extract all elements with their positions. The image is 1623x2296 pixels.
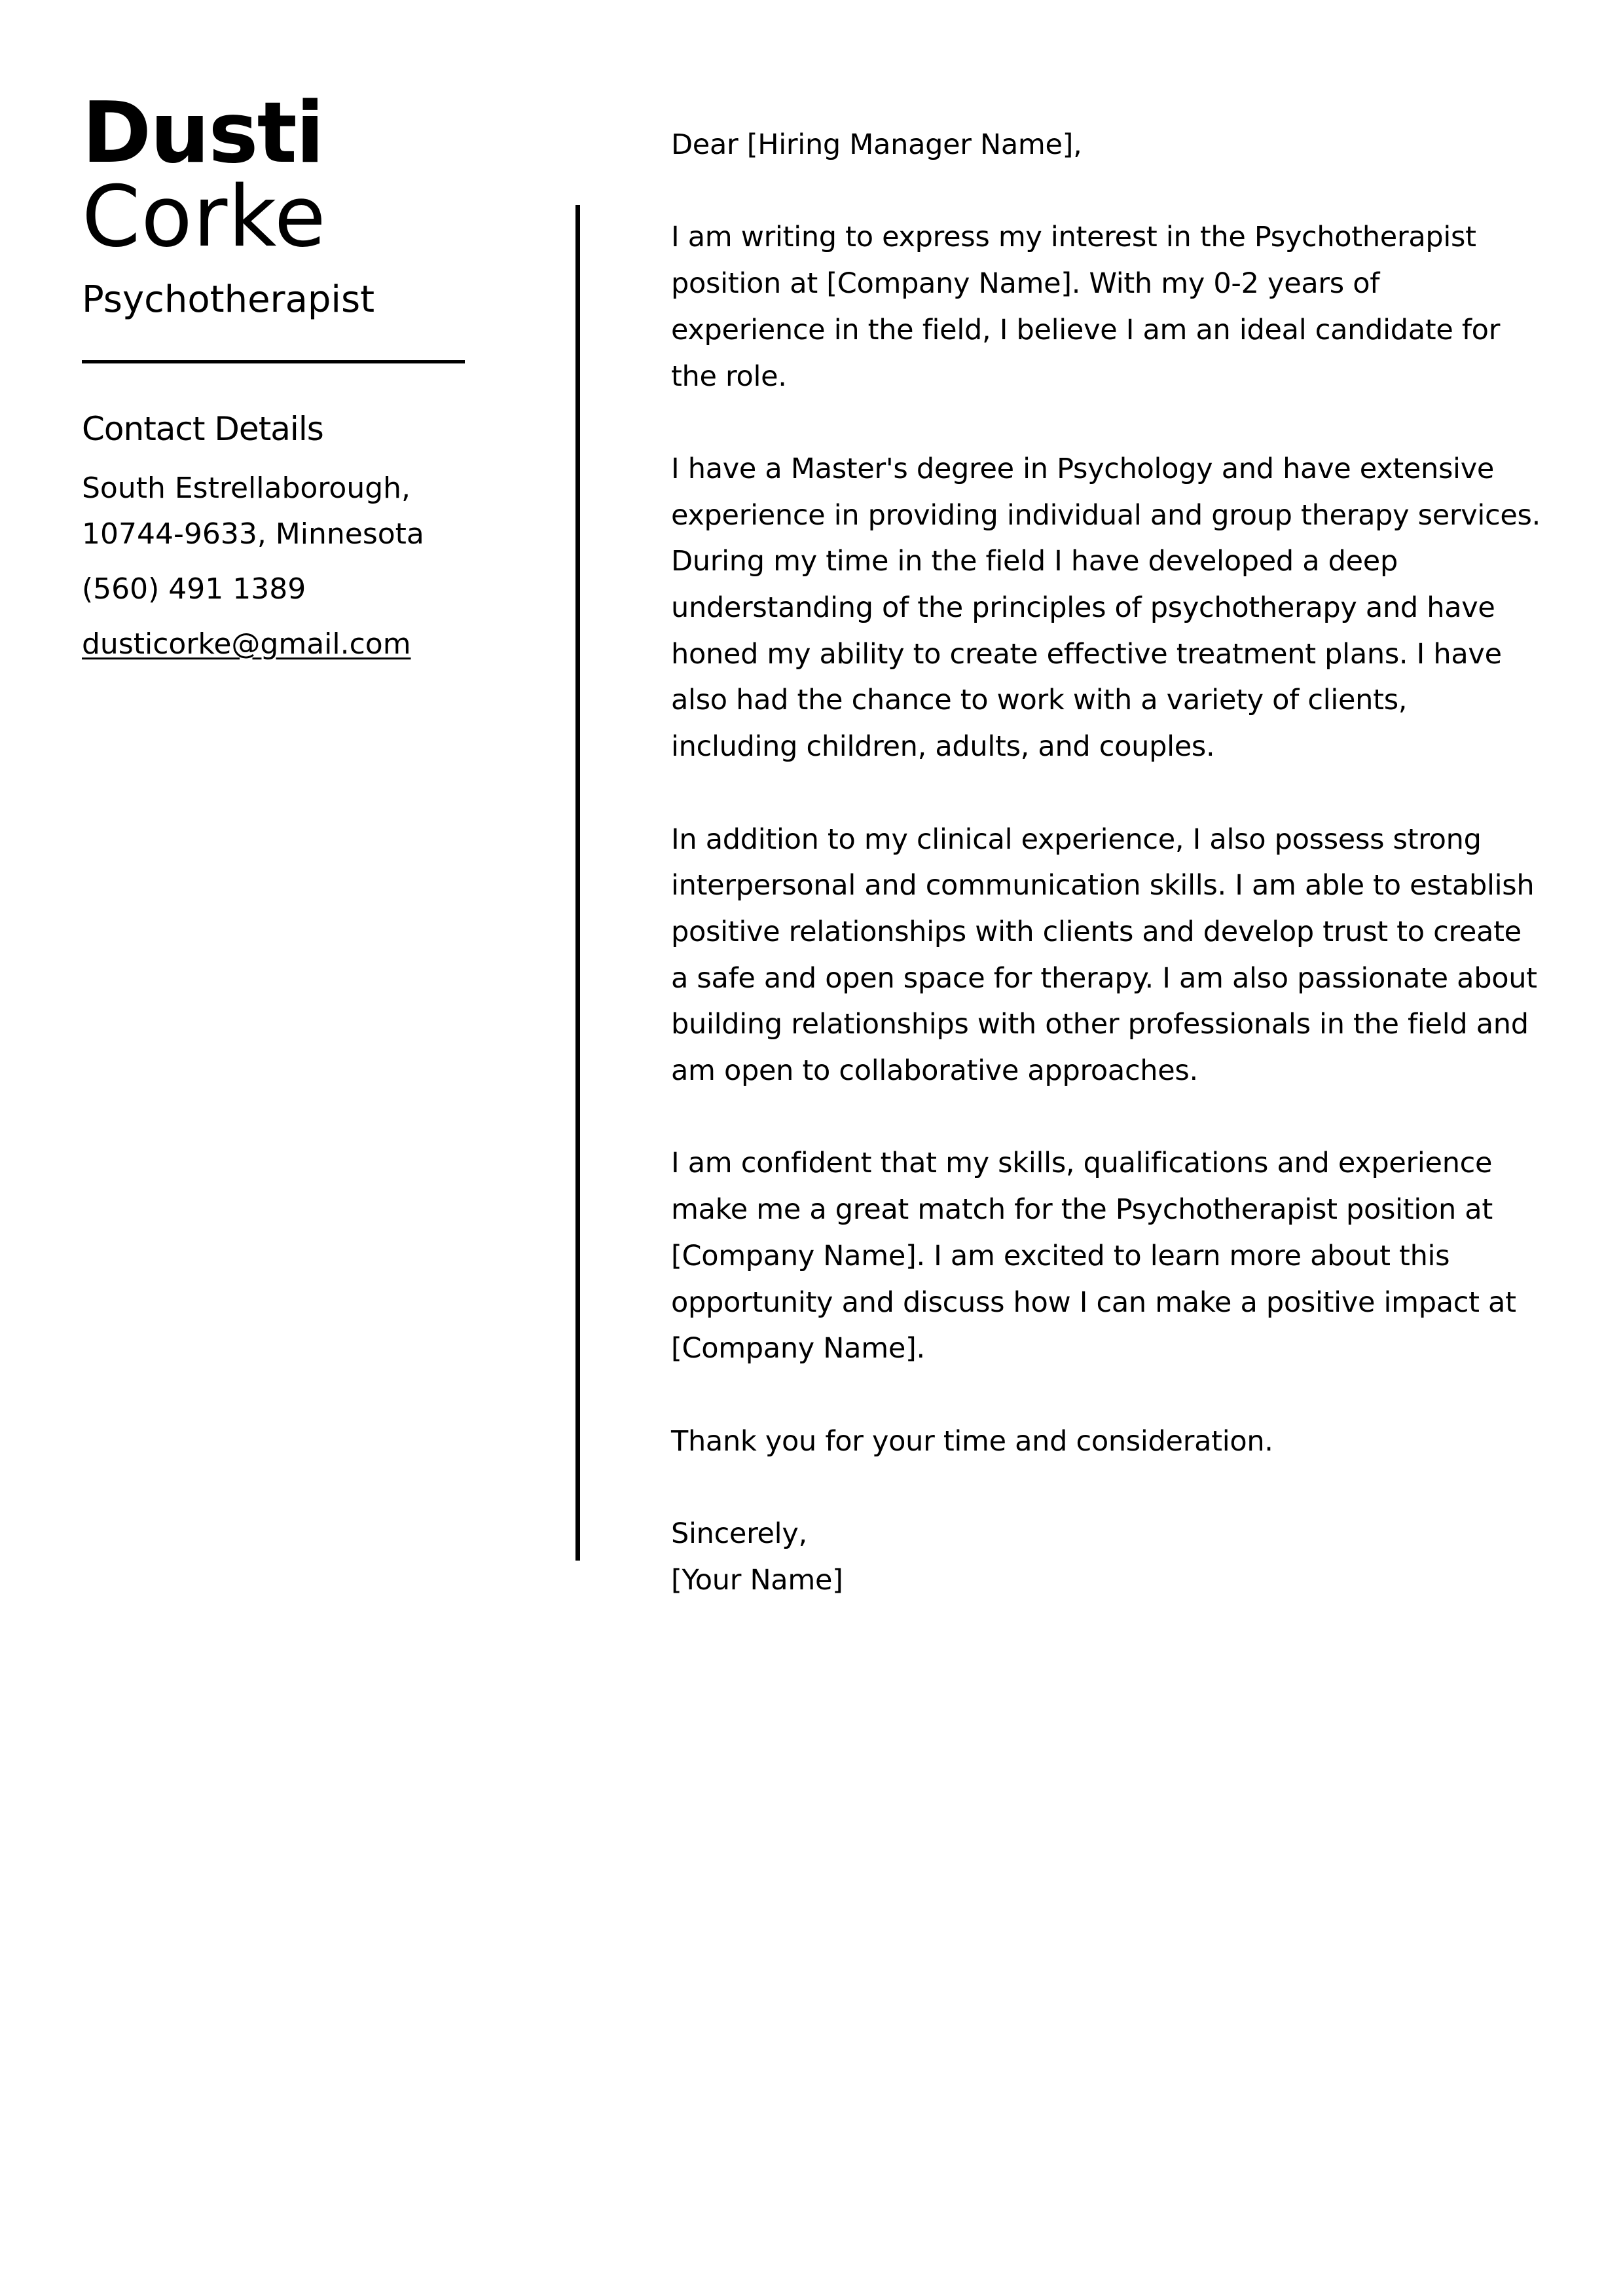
letter-paragraph: I am writing to express my interest in the Psychotherapist position at [Company Name]. With my 0-2 years of experience in the field, I believe I am an ideal candidate for the role.	[671, 221, 1501, 393]
letter-paragraph: I have a Master's degree in Psychology and have extensive experience in providing individual and group therapy services. During my time in the field I have developed a deep understanding of the principles of psychotherapy and have honed my ability to create effective treatment plans. I have also had the chance to work with a variety of clients, including children, adults, and couples.	[671, 452, 1541, 764]
contact-phone: (560) 491 1389	[82, 572, 306, 606]
sidebar	[82, 84, 475, 667]
contact-address	[82, 466, 475, 557]
letter-paragraph: I am confident that my skills, qualifications and experience make me a great match for the Psychotherapist position at [Company Name]. I am excited to learn more about this opportunity and discuss how I can make a positive impact at [Company Name].	[671, 1147, 1516, 1365]
sidebar-divider	[82, 360, 465, 363]
address-line-2: 10744-9633, Minnesota	[82, 517, 424, 551]
letter-body	[671, 122, 1542, 1603]
letter-paragraph: Thank you for your time and consideration.	[671, 1424, 1273, 1458]
address-line-1: South Estrellaborough,	[82, 472, 411, 505]
letter-paragraph: In addition to my clinical experience, I also possess strong interpersonal and communication skills. I am able to establish positive relationships with clients and develop trust to create a safe and open space for therapy. I am also passionate about building relationships with other professionals in the field and am open to collaborative approaches.	[671, 823, 1537, 1088]
contact-email-link[interactable]: dusticorke@gmail.com	[82, 627, 411, 661]
job-title: Psychotherapist	[82, 278, 375, 321]
letter-signature: [Your Name]	[671, 1563, 843, 1597]
letter-salutation: Dear [Hiring Manager Name],	[671, 128, 1082, 161]
last-name: Corke	[82, 168, 327, 266]
column-divider	[575, 205, 580, 1561]
letter-closing: Sincerely,	[671, 1517, 807, 1550]
first-name: Dusti	[82, 84, 323, 182]
contact-details-heading: Contact Details	[82, 410, 323, 448]
